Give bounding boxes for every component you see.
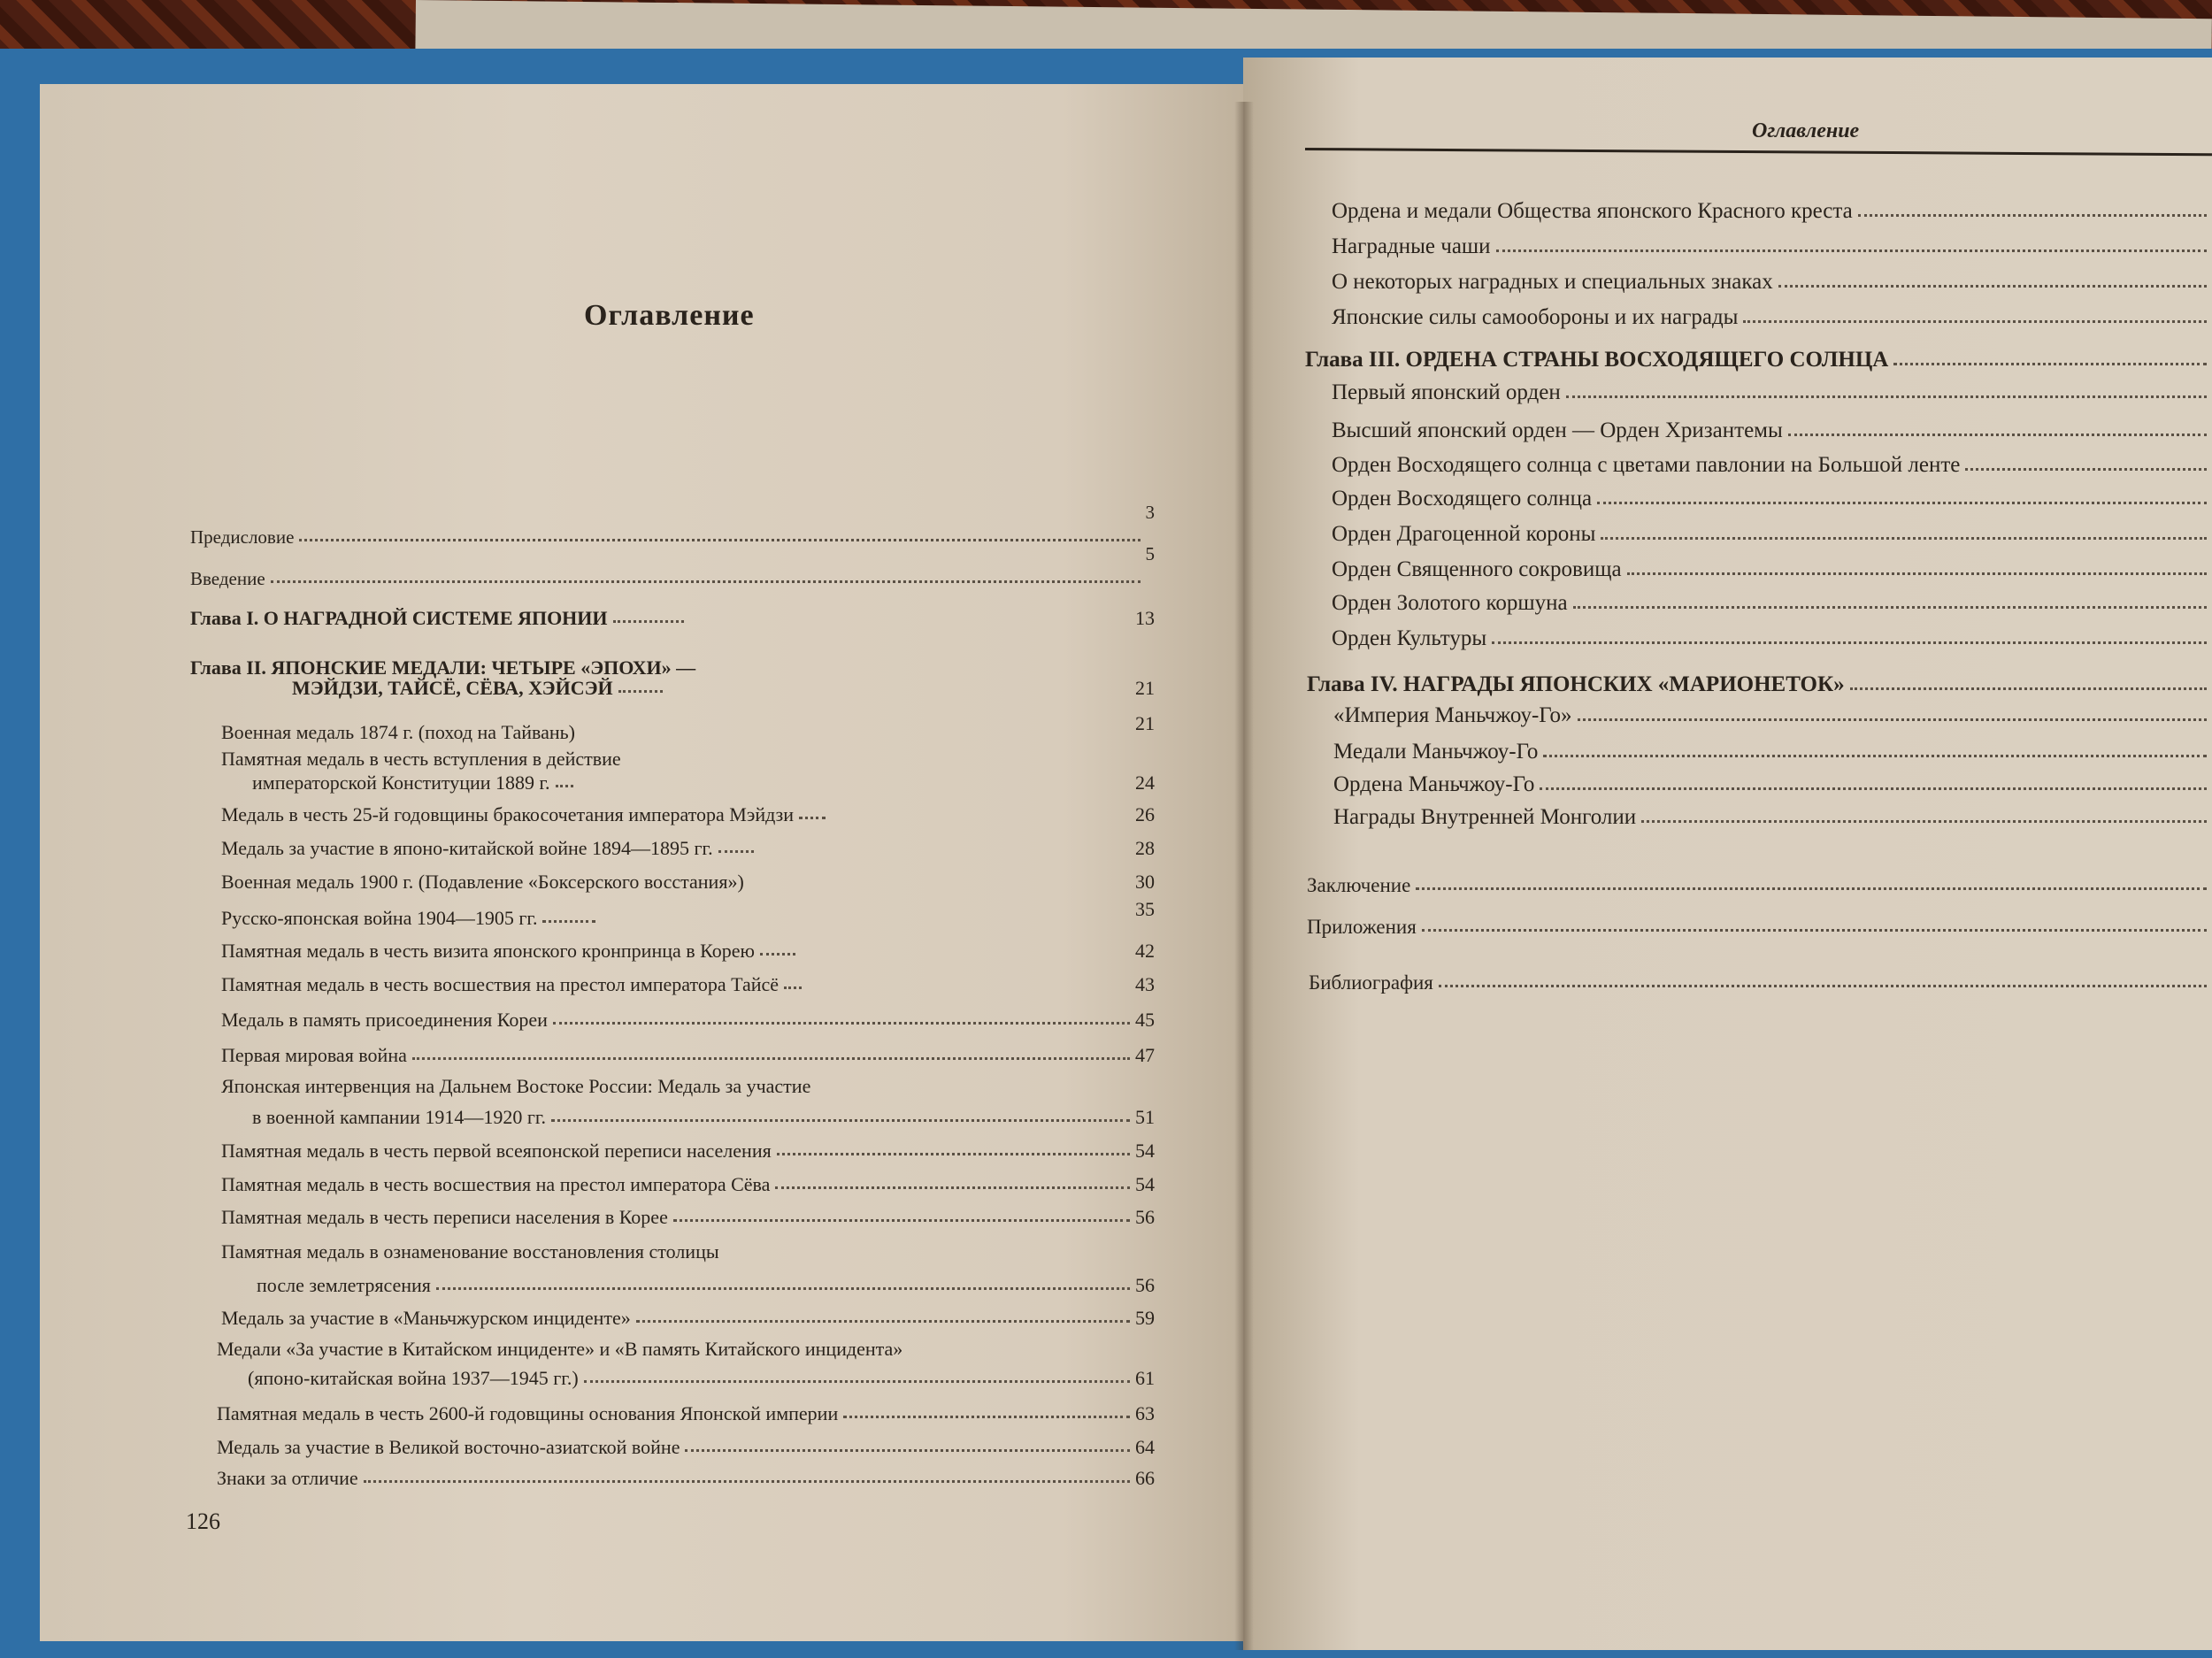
toc-entry: Медаль в память присоединения Кореи 45 (221, 1009, 1155, 1031)
toc-entry: Награды Внутренней Монголии (1333, 805, 2212, 830)
toc-entry: Ордена и медали Общества японского Красного креста (1332, 199, 2212, 224)
toc-entry: Медаль за участие в Великой восточно-азиатской войне 64 (217, 1436, 1155, 1458)
toc-entry: Ордена Маньчжоу-Го (1333, 772, 2212, 797)
toc-entry: Военная медаль 1874 г. (поход на Тайвань) 21 (221, 712, 1155, 743)
toc-entry: Высший японский орден — Орден Хризантемы (1332, 418, 2212, 443)
toc-entry: Библиография (1309, 971, 2212, 994)
toc-entry: Памятная медаль в честь восшествия на престол императора Сёва 54 (221, 1173, 1155, 1195)
toc-entry-line1: Медали «За участие в Китайском инциденте» и «В память Китайского инцидента» (217, 1338, 903, 1360)
toc-entry-line1: Японская интервенция на Дальнем Востоке России: Медаль за участие (221, 1075, 811, 1097)
toc-entry: Медаль за участие в японо-китайской войне 1894—1895 гг. 28 (221, 837, 1155, 859)
toc-entry: Введение 5 (190, 543, 1155, 589)
toc-chapter: Глава III. ОРДЕНА СТРАНЫ ВОСХОДЯЩЕГО СОЛНЦА (1305, 348, 2212, 372)
page-number: 126 (186, 1508, 220, 1534)
toc-entry: Памятная медаль в честь восшествия на престол императора Тайсё 43 (221, 973, 1155, 995)
toc-entry: императорской Конституции 1889 г. 24 (252, 771, 1155, 794)
toc-entry: Наградные чаши (1332, 234, 2212, 259)
right-page (1243, 58, 2212, 1650)
toc-entry: Предисловие 3 (190, 502, 1155, 548)
toc-entry: Первая мировая война 47 (221, 1044, 1155, 1066)
page-title: Оглавление (584, 299, 755, 332)
toc-entry: Памятная медаль в честь переписи населения в Корее 56 (221, 1206, 1155, 1228)
toc-entry: Японские силы самообороны и их награды (1332, 305, 2212, 330)
toc-entry: после землетрясения 56 (257, 1274, 1155, 1296)
toc-chapter: МЭЙДЗИ, ТАЙСЁ, СЁВА, ХЭЙСЭЙ 21 (292, 677, 1155, 699)
toc-entry: Орден Восходящего солнца (1332, 487, 2212, 511)
toc-entry: Знаки за отличие 66 (217, 1467, 1155, 1489)
toc-entry: Медаль за участие в «Маньчжурском инциденте» 59 (221, 1307, 1155, 1329)
toc-entry: (японо-китайская война 1937—1945 гг.) 61 (248, 1367, 1155, 1389)
toc-entry: Орден Золотого коршуна (1332, 591, 2212, 616)
toc-entry: Орден Драгоценной короны (1332, 522, 2212, 547)
toc-entry-line1: Памятная медаль в ознаменование восстановления столицы (221, 1240, 719, 1263)
toc-entry: О некоторых наградных и специальных знаках (1332, 270, 2212, 295)
toc-entry: Военная медаль 1900 г. (Подавление «Боксерского восстания») 30 (221, 871, 1155, 893)
toc-entry: Орден Восходящего солнца с цветами павлонии на Большой ленте (1332, 453, 2212, 478)
toc-entry: «Империя Маньчжоу-Го» (1333, 703, 2212, 728)
toc-entry: Орден Священного сокровища (1332, 557, 2212, 582)
toc-entry: Орден Культуры (1332, 626, 2212, 651)
toc-entry: Памятная медаль в честь 2600-й годовщины основания Японской империи 63 (217, 1402, 1155, 1424)
toc-chapter: Глава IV. НАГРАДЫ ЯПОНСКИХ «МАРИОНЕТОК» (1307, 672, 2212, 697)
toc-entry: Первый японский орден (1332, 380, 2212, 405)
book-gutter (1234, 102, 1254, 1650)
toc-entry: в военной кампании 1914—1920 гг. 51 (252, 1106, 1155, 1128)
toc-entry: Памятная медаль в честь визита японского кронпринца в Корею 42 (221, 940, 1155, 962)
toc-entry: Медали Маньчжоу-Го (1333, 740, 2212, 764)
running-header: Оглавление (1752, 119, 1860, 142)
toc-entry-line1: Памятная медаль в честь вступления в действие (221, 748, 621, 770)
toc-entry: Памятная медаль в честь первой всеяпонской переписи населения 54 (221, 1140, 1155, 1162)
toc-chapter: Глава I. О НАГРАДНОЙ СИСТЕМЕ ЯПОНИИ 13 (190, 607, 1155, 629)
toc-entry: Русско-японская война 1904—1905 гг. 35 (221, 898, 1155, 929)
toc-entry: Заключение (1307, 874, 2212, 897)
toc-entry: Медаль в честь 25-й годовщины бракосочетания императора Мэйдзи 26 (221, 803, 1155, 825)
toc-chapter-line1: Глава II. ЯПОНСКИЕ МЕДАЛИ: ЧЕТЫРЕ «ЭПОХИ» — (190, 656, 696, 679)
toc-entry: Приложения (1307, 916, 2212, 939)
